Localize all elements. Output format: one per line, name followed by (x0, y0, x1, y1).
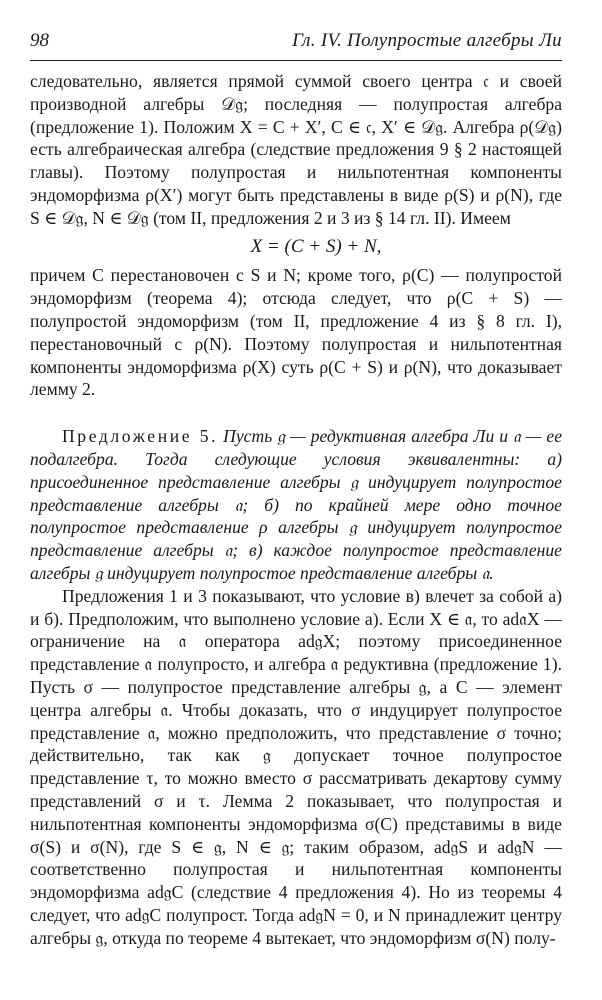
paragraph-lemma-proof: следовательно, является прямой суммой своего центра 𝔠 и своей производной алгебры 𝒟𝔤; последняя — полупростая алгебра (предложение 1). Положим X = C + X′, C ∈ 𝔠, X′ ∈ 𝒟𝔤. Алгебра ρ(𝒟𝔤) есть алгебраическая алгебра (следствие предложения 9 § 2 настоящей главы). Поэтому полупростая и нильпотентная компоненты эндоморфизма ρ(X′) могут быть представлены в виде ρ(S) и ρ(N), где S ∈ 𝒟𝔤, N ∈ 𝒟𝔤 (том II, предложения 2 и 3 из § 14 гл. II). Имеем (30, 71, 562, 228)
paragraph-lemma-conclusion: причем C перестановочен с S и N; кроме того, ρ(C) — полупростой эндоморфизм (теорема 4); отсюда следует, что ρ(C + S) — полупростой эндоморфизм (том II, предложение 4 из § 8 гл. I), перестановочный с ρ(N). Поэтому полупростая и нильпотентная компоненты эндоморфизма ρ(X) суть ρ(C + S) и ρ(N), что доказывает лемму 2. (30, 265, 562, 400)
paragraph-proof: Предложения 1 и 3 показывают, что условие в) влечет за собой а) и б). Предположим, что выполнено условие а). Если X ∈ 𝔞, то ad𝔞X — ограничение на 𝔞 оператора ad𝔤X; поэтому присоединенное представление 𝔞 полупросто, и алгебра 𝔞 редуктивна (предложение 1). Пусть σ — полупростое представление алгебры 𝔤, а C — элемент центра алгебры 𝔞. Чтобы доказать, что σ индуцирует полупростое представление 𝔞, можно предположить, что представление σ точно; действительно, так как 𝔤 допускает точное полупростое представление τ, то можно вместо σ рассматривать декартову сумму представлений σ и τ. Лемма 2 показывает, что полупростая и нильпотентная компоненты эндоморфизма σ(C) представимы в виде σ(S) и σ(N), где S ∈ 𝔤, N ∈ 𝔤; таким образом, ad𝔤S и ad𝔤N — соответственно полупростая и нильпотентная компоненты эндоморфизма ad𝔤C (следствие 4 предложения 4). Но из теоремы 4 следует, что ad𝔤C полупрост. Тогда ad𝔤N = 0, и N принадлежит центру алгебры 𝔤, откуда по теореме 4 вытекает, что эндоморфизм σ(N) полу- (30, 585, 562, 948)
proposition-statement: Пусть 𝔤 — редуктивная алгебра Ли и 𝔞 — ее подалгебра. Тогда следующие условия эквивалентны: а) присоединенное представление алгебры 𝔤 индуцирует полупростое представление алгебры 𝔞; б) по крайней мере одно точное полупростое представление ρ алгебры 𝔤 индуцирует полупростое представление алгебры 𝔞; в) каждое полупростое представление алгебры 𝔤 индуцирует полупростое представление алгебры 𝔞. (30, 426, 562, 583)
section-gap (30, 401, 562, 425)
proposition-5 (30, 425, 562, 585)
display-formula: X = (C + S) + N, (250, 235, 382, 257)
page-number: 98 (30, 30, 49, 51)
running-title: Гл. IV. Полупростые алгебры Ли (292, 30, 562, 51)
page-header (30, 26, 562, 61)
proposition-heading: Предложение 5. (62, 426, 219, 447)
page-body (30, 70, 562, 949)
